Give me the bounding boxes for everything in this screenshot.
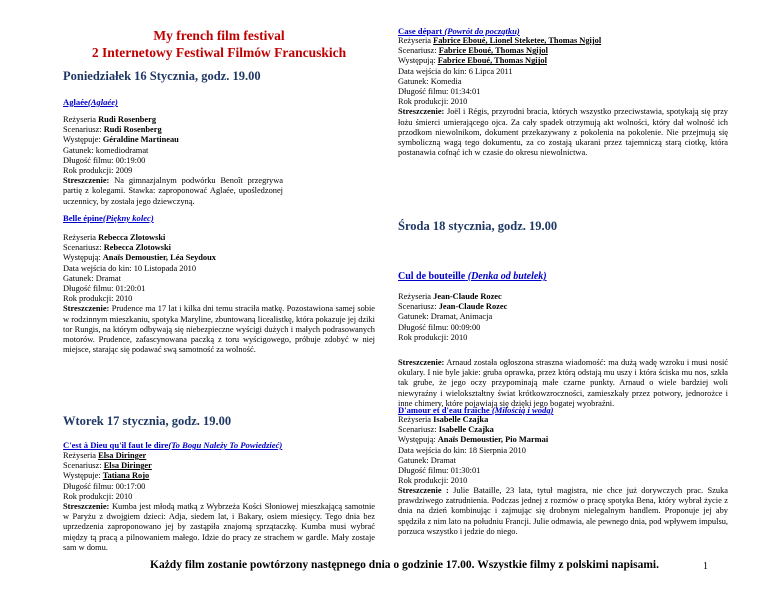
day-heading-monday: Poniedziałek 16 Stycznia, godz. 19.00 [63,69,261,83]
synopsis-cul-de-bouteille: Streszczenie: Arnaud została ogłoszona straszna wiadomość: ma dużą wadę wzroku i musi nosić okulary. I nie byle jakie: gruba oprawka, przez którą odstają mu uszy i która ściska mu nos, szkła tak grube, że jego oczy przypominają małe czarne punkty. Arnaud o wiele bardziej woli niewyraźny i wielokształtny świat krótkowzroczności, zamieszkały przez potwory, jednorożce i inne chimery, które pojawiają się dzięki jego bogatej wyobraźni. [398,358,728,408]
film-details-aglaee: Reżyseria Rudi Rosenberg Scenariusz: Rudi Rosenberg Występuje: Géraldine Martineau Gatunek: komediodramat Długość filmu: 00:19:00 Rok produkcji: 2009 Streszczenie: Na gimnazjalnym podwórku Benoît przegrywa partię z kolegami. Stawka: zaproponować Aglaée, upośledzonej uczennicy, by została jego dziewczyną. [63,115,284,206]
film-details-cest-a-dieu: Reżyseria Elsa Diringer Scenariusz: Elsa Diringer Występuje: Tatiana Rojo Długość filmu: 00:17:00 Rok produkcji: 2010 Streszczenie: Kumba jest młodą matką z Wybrzeża Kości Słoniowej mieszkającą samotnie w Paryżu z dwojgiem dzieci: Adja, siedem lat, i Bakary, osiem miesięcy. Tego dnia bez uprzedzenia zaproponowano jej by zastąpiła znajomą sprzątaczkę. Kumba musi wybrać między tą pracą a pilnowaniem małego. Idzie do pracy ze strachem w gardle. Mały zostaje sam w domu. [63,451,376,552]
day-heading-wednesday: Środa 18 stycznia, godz. 19.00 [398,219,558,233]
film-title-aglaee[interactable] [63,97,118,108]
film-title-link[interactable]: D'amour et d'eau fraîche (Miłością i wodą) [398,405,554,415]
film-title-link[interactable]: Aglaée(Aglaée) [63,97,118,107]
festival-title-line1: My french film festival [153,28,285,43]
film-title-belle-epine[interactable] [63,213,154,224]
film-title-link[interactable]: Belle épine(Piękny kolec) [63,213,154,223]
festival-title [63,27,375,61]
day-heading-tuesday: Wtorek 17 stycznia, godz. 19.00 [63,414,232,428]
page-number: 1 [703,561,708,572]
film-details-belle-epine: Reżyseria Rebecca Zlotowski Scenariusz: Rebecca Zlotowski Występują: Anaïs Demoustier, Léa Seydoux Data wejścia do kin: 10 Listopada 2010 Gatunek: Dramat Długość filmu: 01:20:01 Rok produkcji: 2010 Streszczenie: Prudence ma 17 lat i kilka dni temu straciła matkę. Pozostawiona samej sobie w rodzinnym mieszkaniu, spotyka Maryline, zbuntowaną licealistkę, która pokazuje jej dziki tor Rungis, na którym odbywają się niebezpieczne wyścigi dużych i małych podrasowanych motorów. Prudence, zafascynowana paczką z toru wyścigowego, próbuje zdobyć w niej miejsce, starając się podawać swą samotność za wolność. [63,233,376,355]
synopsis-damour: Streszczenie : Julie Bataille, 23 lata, tytuł magistra, nie chce już dorywczych prac. Szuka prawdziwego zatrudnienia. Podczas jednej z rozmów o pracę spotyka Bena, który wybrał życie z dnia na dzień kombinując i zajmując się drobnym nielegalnym handlem. Proponuje jej aby spędziła z nim lato na południu Francji. Julie odmawia, ale pewnego dnia, pod wpływem impulsu, porzuca wszystko i jedzie do niego. [398,486,728,536]
film-details-cul-de-bouteille: Reżyseria Jean-Claude Rozec Scenariusz: Jean-Claude Rozec Gatunek: Dramat, Animacja Długość filmu: 00:09:00 Rok produkcji: 2010 [398,292,508,342]
film-title-link[interactable]: Cul de bouteille (Denka od butelek) [398,271,547,282]
festival-title-line2: 2 Internetowy Festiwal Filmów Francuskich [91,45,347,60]
footer-note: Każdy film zostanie powtórzony następnego dnia o godzinie 17.00. Wszystkie filmy z polskimi napisami. [150,559,660,571]
film-details-damour: Reżyseria Isabelle Czajka Scenariusz: Isabelle Czajka Występują: Anaïs Demoustier, Pio Marmai Data wejścia do kin: 18 Sierpnia 2010 Gatunek: Dramat Długość filmu: 01:30:01 Rok produkcji: 2010 [398,415,549,486]
film-title-link[interactable]: C'est à Dieu qu'il faut le dire(To Bogu Należy To Powiedzieć) [63,440,283,450]
film-title-link[interactable]: Case départ (Powrót do początku) [398,26,520,36]
film-title-cul-de-bouteille[interactable] [398,266,547,284]
film-title-cest-a-dieu[interactable] [63,440,282,451]
film-details-case-depart: Reżyseria Fabrice Eboué, Lionel Steketee, Thomas Ngijol Scenariusz: Fabrice Eboué, Thomas Ngijol Występują: Fabrice Eboué, Thomas Ngijol Data wejścia do kin: 6 Lipca 2011 Gatunek: Komedia Długość filmu: 01:34:01 Rok produkcji: 2010 Streszczenie: Joël i Régis, przyrodni bracia, których wszystko przeciwstawia, spotykają się przy łożu śmierci umierającego ojca. Za cały spadek otrzymują akt wolności, który dał wolność ich przodkom niewolnikom, dokument przekazywany z pokolenia na pokolenie. Nie przejmują się symboliczną wagą tego dokumentu, za co zostają ukarani przez tajemniczą starą ciotkę, która postanawia cofnąć ich w czasie do okresu niewolnictwa. [398,36,728,158]
